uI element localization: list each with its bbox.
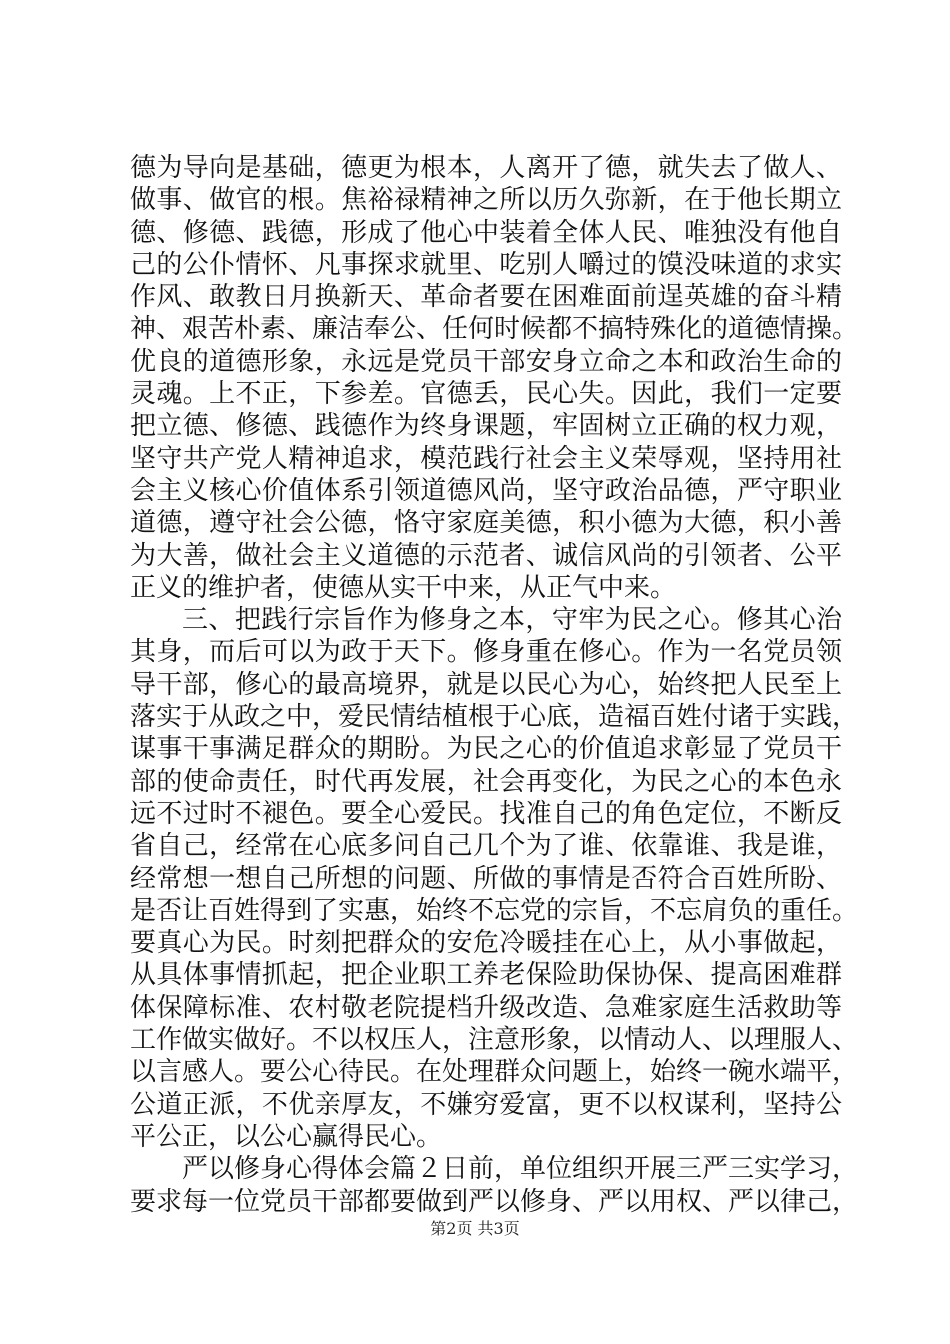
text-line: 会主义核心价值体系引领道德风尚，坚守政治品德，严守职业 [130, 475, 842, 506]
paragraph [130, 152, 859, 604]
text-line: 工作做实做好。不以权压人，注意形象，以情动人、以理服人、 [130, 1025, 859, 1056]
text-line: 优良的道德形象，永远是党员干部安身立命之本和政治生命的 [130, 346, 842, 377]
text-line: 要真心为民。时刻把群众的安危冷暖挂在心上，从小事做起， [130, 928, 842, 959]
document-body [130, 152, 859, 1218]
text-line: 德、修德、践德，形成了他心中装着全体人民、唯独没有他自 [130, 217, 842, 248]
text-line: 体保障标准、农村敬老院提档升级改造、急难家庭生活救助等 [130, 992, 842, 1023]
text-line: 部的使命责任，时代再发展，社会再变化，为民之心的本色永 [130, 766, 842, 797]
text-line: 把立德、修德、践德作为终身课题，牢固树立正确的权力观， [130, 411, 842, 442]
paragraph [130, 604, 859, 1153]
text-line: 严以修身心得体会篇２日前，单位组织开展三严三实学习， [182, 1154, 859, 1185]
text-line: 导干部，修心的最高境界，就是以民心为心，始终把人民至上 [130, 669, 842, 700]
text-line: 是否让百姓得到了实惠，始终不忘党的宗旨，不忘肩负的重任。 [130, 895, 859, 926]
text-line: 灵魂。上不正，下参差。官德丢，民心失。因此，我们一定要 [130, 379, 842, 410]
text-line: 省自己，经常在心底多问自己几个为了谁、依靠谁、我是谁， [130, 831, 842, 862]
text-line: 神、艰苦朴素、廉洁奉公、任何时候都不搞特殊化的道德情操。 [130, 314, 859, 345]
paragraph [130, 1153, 859, 1218]
text-line: 以言感人。要公心待民。在处理群众问题上，始终一碗水端平， [130, 1057, 859, 1088]
text-line: 平公正，以公心赢得民心。 [130, 1121, 443, 1152]
text-line: 其身，而后可以为政于天下。修身重在修心。作为一名党员领 [130, 637, 842, 668]
text-line: 经常想一想自己所想的问题、所做的事情是否符合百姓所盼、 [130, 863, 842, 894]
text-line: 三、把践行宗旨作为修身之本，守牢为民之心。修其心治 [182, 605, 842, 636]
text-line: 正义的维护者，使德从实干中来，从正气中来。 [130, 572, 677, 603]
text-line: 作风、敢教日月换新天、革命者要在困难面前逞英雄的奋斗精 [130, 282, 842, 313]
page-footer: 第2页 共3页 [430, 1219, 520, 1238]
text-line: 远不过时不褪色。要全心爱民。找准自己的角色定位，不断反 [130, 798, 842, 829]
text-line: 公道正派，不优亲厚友，不嫌穷爱富，更不以权谋利，坚持公 [130, 1089, 842, 1120]
text-line: 己的公仆情怀、凡事探求就里、吃别人嚼过的馍没味道的求实 [130, 249, 842, 280]
text-line: 要求每一位党员干部都要做到严以修身、严以用权、严以律己， [130, 1186, 859, 1217]
text-line: 做事、做官的根。焦裕禄精神之所以历久弥新，在于他长期立 [130, 185, 842, 216]
text-line: 谋事干事满足群众的期盼。为民之心的价值追求彰显了党员干 [130, 734, 842, 765]
text-line: 道德，遵守社会公德，恪守家庭美德，积小德为大德，积小善 [130, 508, 842, 539]
text-line: 落实于从政之中，爱民情结植根于心底，造福百姓付诸于实践， [130, 702, 859, 733]
text-line: 德为导向是基础，德更为根本，人离开了德，就失去了做人、 [130, 153, 842, 183]
text-line: 坚守共产党人精神追求，模范践行社会主义荣辱观，坚持用社 [130, 443, 842, 474]
text-line: 从具体事情抓起，把企业职工养老保险助保协保、提高困难群 [130, 960, 842, 991]
text-line: 为大善，做社会主义道德的示范者、诚信风尚的引领者、公平 [130, 540, 842, 571]
